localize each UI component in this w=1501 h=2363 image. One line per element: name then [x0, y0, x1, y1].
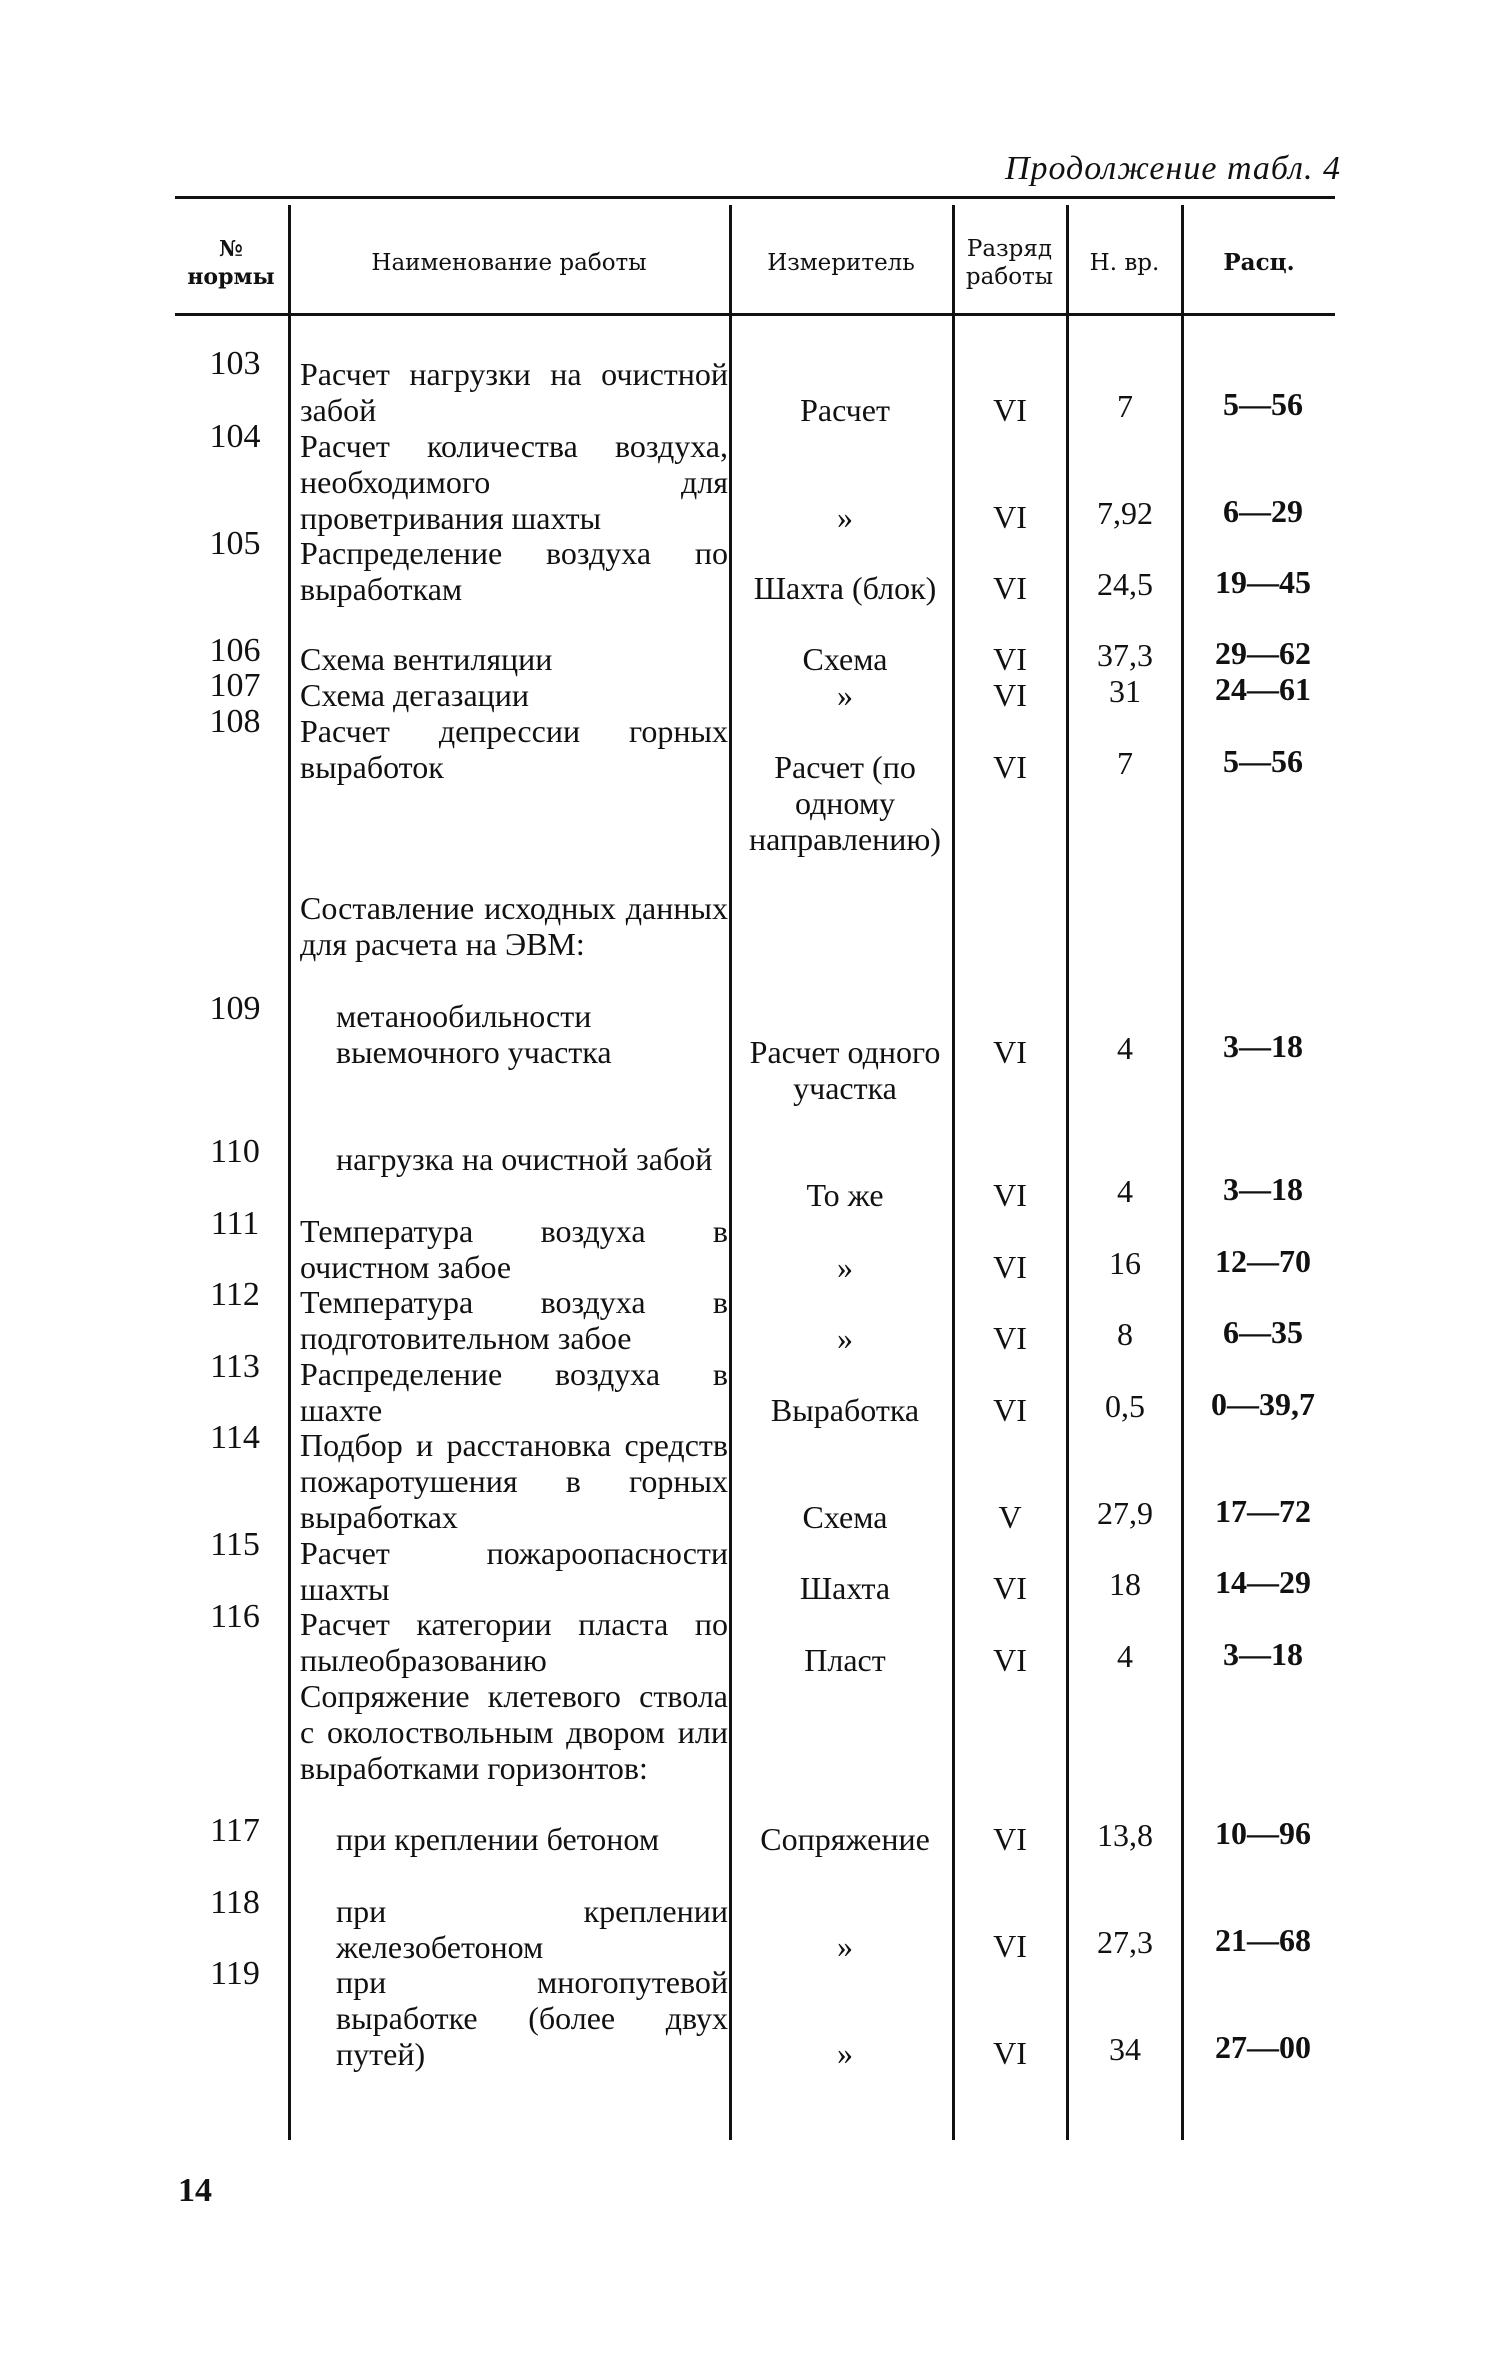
rate-cell: 6—35 — [1223, 1314, 1303, 1350]
rank-cell: VI — [993, 1642, 1027, 1678]
measure-cell: » — [837, 1928, 853, 1964]
norm-number: 110 — [210, 1133, 260, 1170]
header-work-name: Наименование работы — [371, 249, 647, 276]
work-name: при креплении железобетоном — [336, 1893, 728, 1965]
work-name: при креплении бетоном — [336, 1821, 660, 1857]
work-name-group-heading: Составление исходных данных для расчета на ЭВМ: — [300, 890, 728, 962]
norm-number: 114 — [210, 1419, 260, 1456]
time-norm-cell: 24,5 — [1097, 566, 1153, 602]
rate-cell: 12—70 — [1215, 1243, 1311, 1279]
measure-cell: Шахта (блок) — [753, 570, 937, 606]
time-norm-cell: 4 — [1117, 1030, 1133, 1066]
norm-number: 117 — [210, 1812, 260, 1849]
rank-cell: V — [998, 1499, 1022, 1535]
measure-cell: Расчет одного участка — [749, 1034, 941, 1106]
measure-cell: Схема — [802, 641, 888, 677]
norm-number: 104 — [209, 418, 261, 455]
rate-cell: 3—18 — [1223, 1636, 1303, 1672]
time-norm-cell: 16 — [1109, 1245, 1141, 1281]
header-measure: Измеритель — [767, 249, 915, 276]
measure-cell: Схема — [802, 1499, 888, 1535]
measure-cell: Расчет — [800, 392, 890, 428]
rate-cell: 27—00 — [1215, 2029, 1311, 2065]
rank-cell: VI — [993, 1177, 1027, 1213]
rank-cell: VI — [993, 2035, 1027, 2071]
measure-cell: » — [837, 2035, 853, 2071]
rank-cell: VI — [993, 499, 1027, 535]
rate-cell: 3—18 — [1223, 1171, 1303, 1207]
rate-cell: 10—96 — [1215, 1815, 1311, 1851]
time-norm-cell: 13,8 — [1097, 1817, 1153, 1853]
norm-number: 118 — [210, 1884, 260, 1921]
measure-cell: То же — [806, 1177, 884, 1213]
norm-number: 115 — [210, 1526, 260, 1563]
norm-number: 113 — [210, 1348, 260, 1385]
work-name: Схема дегазации — [300, 677, 530, 713]
rank-cell: VI — [993, 1034, 1027, 1070]
rate-cell: 5—56 — [1223, 386, 1303, 422]
rank-cell: VI — [993, 1320, 1027, 1356]
time-norm-cell: 7 — [1117, 745, 1133, 781]
rank-cell: VI — [993, 392, 1027, 428]
column-divider-1 — [288, 205, 291, 2140]
norm-number: 108 — [209, 703, 261, 740]
work-name: Температура воздуха в подготовительном забое — [300, 1284, 728, 1356]
rank-cell: VI — [993, 1928, 1027, 1964]
time-norm-cell: 31 — [1109, 673, 1141, 709]
work-name: Подбор и расстановка средств пожаротушения в горных выработках — [300, 1427, 728, 1535]
rank-cell: VI — [993, 1392, 1027, 1428]
norm-number: 107 — [209, 667, 261, 704]
rate-cell: 0—39,7 — [1211, 1386, 1315, 1422]
header-rank: Разряд работы — [965, 235, 1054, 290]
time-norm-cell: 4 — [1117, 1173, 1133, 1209]
measure-cell: Пласт — [804, 1642, 886, 1678]
rate-cell: 3—18 — [1223, 1028, 1303, 1064]
rank-cell: VI — [993, 749, 1027, 785]
work-name: при многопутевой выработке (более двух путей) — [336, 1964, 728, 2072]
rate-cell: 29—62 — [1215, 635, 1311, 671]
work-name: Расчет пожароопасности шахты — [300, 1535, 728, 1607]
rank-cell: VI — [993, 677, 1027, 713]
table-continuation-caption: Продолжение табл. 4 — [1004, 150, 1341, 187]
time-norm-cell: 27,9 — [1097, 1495, 1153, 1531]
column-divider-2 — [729, 205, 732, 2140]
rate-cell: 24—61 — [1215, 671, 1311, 707]
norm-number: 105 — [209, 525, 261, 562]
time-norm-cell: 0,5 — [1105, 1388, 1145, 1424]
rate-cell: 5—56 — [1223, 743, 1303, 779]
norm-number: 109 — [209, 990, 261, 1027]
rate-cell: 6—29 — [1223, 493, 1303, 529]
work-name-group-heading: Сопряжение клетевого ствола с околоствольным двором или выработками горизонтов: — [300, 1678, 728, 1786]
work-name: Распределение воздуха по выработкам — [300, 535, 728, 607]
measure-cell: Шахта — [799, 1570, 891, 1606]
work-name: Расчет депрессии горных выработок — [300, 713, 728, 785]
header-time-norm: Н. вр. — [1089, 249, 1160, 276]
measure-cell: » — [837, 1320, 853, 1356]
measure-cell: Расчет (по одному направлению) — [749, 749, 941, 857]
norm-number: 106 — [209, 632, 261, 669]
norm-number: 112 — [210, 1276, 260, 1313]
measure-cell: » — [837, 1249, 853, 1285]
rank-cell: VI — [993, 1570, 1027, 1606]
time-norm-cell: 4 — [1117, 1638, 1133, 1674]
work-name: метанообильности выемочного участка — [336, 998, 612, 1070]
measure-cell: Выработка — [770, 1392, 920, 1428]
rate-cell: 19—45 — [1215, 564, 1311, 600]
work-name: Расчет категории пласта по пылеобразованию — [300, 1606, 728, 1678]
norm-number: 119 — [210, 1955, 260, 1992]
norm-number: 111 — [210, 1205, 260, 1242]
work-name: нагрузка на очистной забой — [336, 1141, 713, 1177]
header-norm-number: № нормы — [187, 235, 275, 290]
rank-cell: VI — [993, 641, 1027, 677]
table-top-rule — [175, 196, 1335, 199]
work-name: Схема вентиляции — [300, 641, 553, 677]
measure-cell: » — [837, 677, 853, 713]
rate-cell: 14—29 — [1215, 1564, 1311, 1600]
norm-number: 116 — [210, 1598, 260, 1635]
column-divider-4 — [1066, 205, 1069, 2140]
time-norm-cell: 18 — [1109, 1566, 1141, 1602]
rank-cell: VI — [993, 1821, 1027, 1857]
page-number: 14 — [178, 2172, 212, 2209]
time-norm-cell: 27,3 — [1097, 1924, 1153, 1960]
measure-cell: Сопряжение — [760, 1821, 930, 1857]
work-name: Распределение воздуха в шахте — [300, 1356, 728, 1428]
measure-cell: » — [837, 499, 853, 535]
rank-cell: VI — [993, 570, 1027, 606]
time-norm-cell: 8 — [1117, 1316, 1133, 1352]
work-name: Расчет нагрузки на очистной забой — [300, 356, 728, 428]
rank-cell: VI — [993, 1249, 1027, 1285]
norm-number: 103 — [209, 345, 261, 382]
time-norm-cell: 34 — [1109, 2031, 1141, 2067]
time-norm-cell: 37,3 — [1097, 637, 1153, 673]
time-norm-cell: 7 — [1117, 388, 1133, 424]
rate-cell: 17—72 — [1215, 1493, 1311, 1529]
work-name: Расчет количества воздуха, необходимого для проветривания шахты — [300, 428, 728, 536]
time-norm-cell: 7,92 — [1097, 495, 1153, 531]
rate-cell: 21—68 — [1215, 1922, 1311, 1958]
column-divider-5 — [1181, 205, 1184, 2140]
header-rate: Расц. — [1223, 248, 1295, 276]
work-name: Температура воздуха в очистном забое — [300, 1213, 728, 1285]
